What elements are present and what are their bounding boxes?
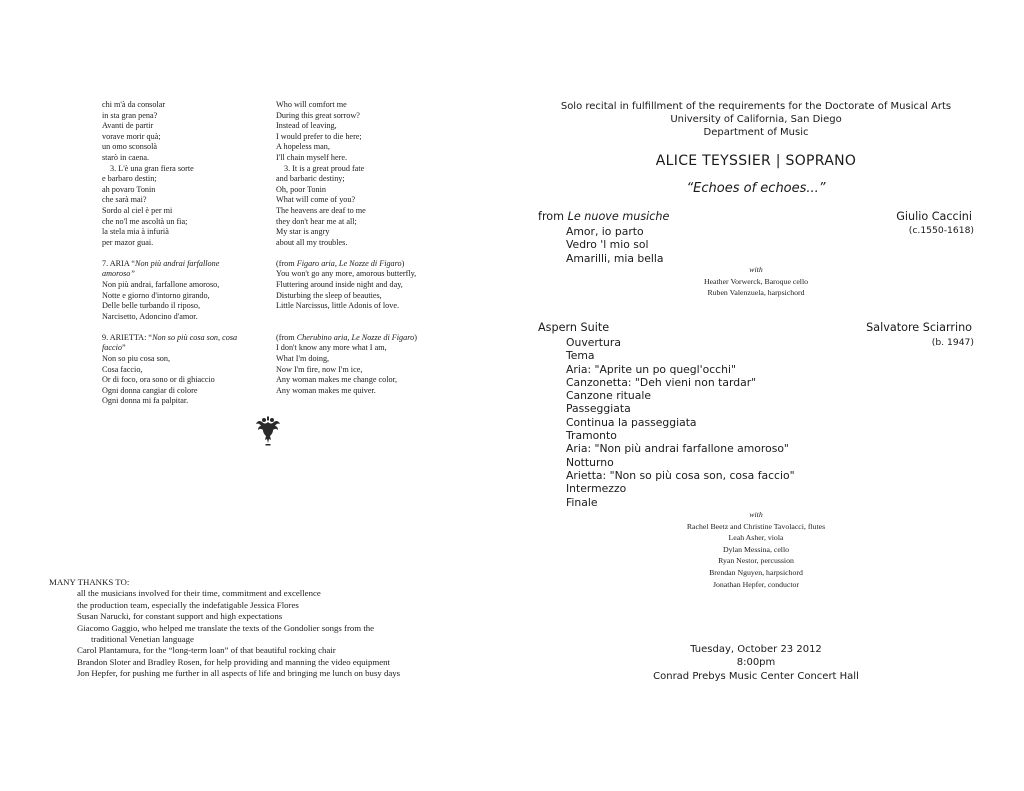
verse-line: Fluttering around inside night and day, <box>276 280 403 289</box>
aria-source: (from Figaro aria, Le Nozze di Figaro) <box>276 258 405 268</box>
recital-header <box>530 100 982 140</box>
verse-line: Any woman makes me quiver. <box>276 385 376 395</box>
set2-dates: (b. 1947) <box>931 337 974 348</box>
verse-line: What I'm doing, <box>276 353 330 363</box>
verse-line: Cosa faccio, <box>102 364 143 374</box>
verse-line: 3. It is a great proud fate <box>284 163 365 173</box>
thanks-line: Giacomo Gaggio, who helped me translate the texts of the Gondolier songs from the <box>77 622 375 633</box>
program-item: Arietta: "Non so più cosa son, cosa faccio" <box>566 468 795 482</box>
verse-line: What will come of you? <box>276 195 356 205</box>
university-line: University of California, San Diego <box>670 114 842 126</box>
verse-line: Ogni donna cangiar di colore <box>102 385 198 395</box>
verse-line: Sordo al ciel è per mi <box>102 205 173 215</box>
thanks-line: the production team, especially the indefatigable Jessica Flores <box>77 599 299 610</box>
recital-footer <box>530 643 982 683</box>
set2-list <box>538 336 795 509</box>
verse-line: Oh, poor Tonin <box>276 184 326 194</box>
verse-line: in sta gran pena? <box>102 110 158 120</box>
verse-line: Instead of leaving, <box>276 121 337 131</box>
performer-line: Brendan Nguyen, harpsichord <box>709 567 803 577</box>
verse-line: I don't know any more what I am, <box>276 343 387 353</box>
department-line: Department of Music <box>703 127 809 139</box>
aria-heading: 7. ARIA “Non più andrai farfallone <box>102 258 220 268</box>
performer-line: Ruben Valenzuela, harpsichord <box>707 288 805 298</box>
program-item: Canzonetta: "Deh vieni non tardar" <box>566 375 757 389</box>
verse-line: Now I'm fire, now I'm ice, <box>276 364 363 374</box>
verse-line: chi m'à da consolar <box>102 100 166 109</box>
verse-line: Narcisetto, Adoncino d'amor. <box>102 311 198 321</box>
verse-line: I would prefer to die here; <box>276 131 362 141</box>
verse-line: Any woman makes me change color, <box>276 375 398 385</box>
verse-line: starò in caena. <box>102 152 150 162</box>
thanks-line: Susan Narucki, for constant support and high expectations <box>77 611 283 622</box>
verse-line: I'll chain myself here. <box>276 152 348 162</box>
degree-line: Solo recital in fulfillment of the requirements for the Doctorate of Musical Arts <box>560 101 952 112</box>
arietta-heading-cont: faccio” <box>102 343 126 353</box>
verse-line: ah povaro Tonin <box>102 184 156 194</box>
verse-line: Avanti de partir <box>102 121 154 131</box>
program-item: Aria: "Aprite un po quegl'occhi" <box>566 362 736 376</box>
program-item: Aria: "Non più andrai farfallone amoroso" <box>566 442 789 456</box>
recital-time: 8:00pm <box>736 657 776 669</box>
performer-line: Leah Asher, viola <box>728 533 784 543</box>
aria-heading-cont: amoroso” <box>102 269 135 279</box>
libretto-english-column <box>276 100 466 396</box>
performer-line: Jonathan Hepfer, conductor <box>712 579 800 589</box>
verse-line: per mazor guai. <box>102 237 154 247</box>
performer-line: Heather Vorwerck, Baroque cello <box>703 276 809 286</box>
thanks-line: Carol Plantamura, for the “long-term loan” of that beautiful rocking chair <box>77 645 336 656</box>
recital-subtitle: “Echoes of echoes...” <box>686 181 826 196</box>
thanks-line: all the musicians involved for their time, commitment and excellence <box>77 588 321 599</box>
verse-line: My star is angry <box>276 227 330 237</box>
verse-line: che sarà mai? <box>102 195 147 205</box>
recital-venue: Conrad Prebys Music Center Concert Hall <box>653 670 859 682</box>
program-item: Tramonto <box>566 429 617 443</box>
thanks-line-cont: traditional Venetian language <box>91 634 194 645</box>
set2-performers <box>530 509 982 590</box>
verse-line: Disturbing the sleep of beauties, <box>276 290 382 300</box>
thanks-line: Brandon Sloter and Bradley Rosen, for help providing and manning the video equipment <box>77 656 390 667</box>
recital-date: Tuesday, October 23 2012 <box>690 644 822 655</box>
verse-line: Ogni donna mi fa palpitar. <box>102 396 189 406</box>
program-item: Amarilli, mia bella <box>566 251 664 265</box>
verse-line: che no'l me ascoltà un fia; <box>102 216 188 226</box>
verse-line: Notte e giorno d'intorno girando, <box>102 290 210 300</box>
verse-line: la stela mia à infurià <box>102 227 169 237</box>
set2-composer: Salvatore Sciarrino <box>866 321 972 334</box>
program-item: Tema <box>566 349 595 363</box>
verse-line: they don't hear me at all; <box>276 216 357 226</box>
performer-line: Ryan Nestor, percussion <box>718 556 794 566</box>
set1-dates: (c.1550-1618) <box>908 225 974 236</box>
verse-line: e barbaro destin; <box>102 174 157 184</box>
acknowledgements <box>49 577 479 680</box>
verse-line: and barbaric destiny; <box>276 174 345 184</box>
libretto-italian-column <box>102 100 267 407</box>
arietta-heading: 9. ARIETTA: “Non so più cosa son, cosa <box>102 332 238 342</box>
program-item: Passeggiata <box>566 402 631 416</box>
set1-performers <box>530 264 982 299</box>
verse-line: A hopeless man, <box>276 142 330 152</box>
with-label: with <box>749 510 763 519</box>
verse-line: Or di foco, ora sono or di ghiaccio <box>102 375 215 385</box>
verse-line: The heavens are deaf to me <box>276 205 366 215</box>
verse-line: You won't go any more, amorous butterfly, <box>276 269 417 279</box>
set2-work: Aspern Suite <box>538 321 610 334</box>
verse-line: Non so piu cosa son, <box>102 354 170 364</box>
program-item: Canzone rituale <box>566 389 651 403</box>
verse-line: Non più andrai, farfallone amoroso, <box>102 280 220 289</box>
with-label: with <box>749 265 763 274</box>
program-item: Vedro 'l mio sol <box>566 238 649 252</box>
program-item: Finale <box>566 495 598 509</box>
acknowledgements-heading: MANY THANKS TO: <box>49 577 130 587</box>
program-item: Continua la passeggiata <box>566 415 697 429</box>
program-item: Notturno <box>566 455 614 469</box>
arietta-source: (from Cherubino aria, Le Nozze di Figaro) <box>276 332 417 342</box>
verse-line: Delle belle turbando il riposo, <box>102 301 200 311</box>
verse-line: Who will comfort me <box>276 100 347 109</box>
verse-line: about all my troubles. <box>276 237 348 247</box>
performer-line: Dylan Messina, cello <box>722 544 790 554</box>
verse-line: un omo sconsolà <box>102 142 158 152</box>
set1-work: from Le nuove musiche <box>538 210 670 223</box>
verse-line: 3. L'è una gran fiera sorte <box>110 163 194 173</box>
performer-line: Rachel Beetz and Christine Tavolacci, flutes <box>686 521 826 531</box>
double-headed-eagle-icon <box>255 416 281 446</box>
performer-title: ALICE TEYSSIER | SOPRANO <box>655 153 857 169</box>
thanks-line: Jon Hepfer, for pushing me further in all aspects of life and bringing me lunch on busy days <box>77 668 401 679</box>
program-item: Amor, io parto <box>566 225 644 238</box>
program-item: Intermezzo <box>566 482 627 496</box>
program-item: Ouvertura <box>566 336 621 349</box>
set1-composer: Giulio Caccini <box>896 210 972 223</box>
verse-line: Little Narcissus, little Adonis of love. <box>276 301 400 311</box>
set1-list <box>538 225 664 265</box>
verse-line: vorave morir quà; <box>102 131 161 141</box>
verse-line: During this great sorrow? <box>276 110 360 120</box>
